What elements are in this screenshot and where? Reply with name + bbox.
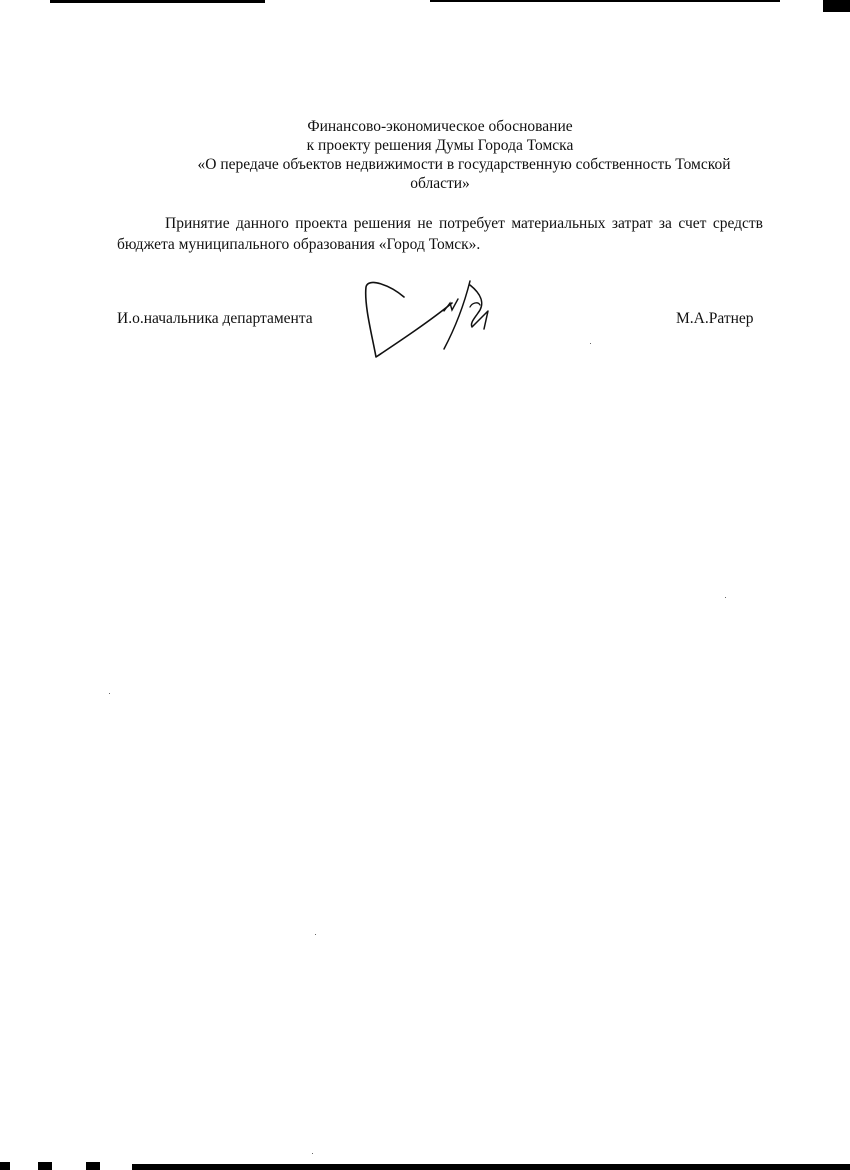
title-line-3: «О передаче объектов недвижимости в государственную собственность Томской bbox=[197, 156, 731, 173]
title-line-4: области» bbox=[410, 175, 470, 192]
title-line-1: Финансово-экономическое обоснование bbox=[307, 118, 573, 135]
scan-mark-bottom-3 bbox=[86, 1162, 100, 1170]
scan-speck bbox=[315, 934, 316, 935]
scan-speck bbox=[109, 693, 110, 694]
scan-edge-bottom bbox=[132, 1164, 850, 1170]
signatory-position: И.о.начальника департамента bbox=[117, 310, 313, 327]
body-paragraph: Принятие данного проекта решения не потребует материальных затрат за счет средств бюджета муниципального образования «Город Томск». bbox=[117, 215, 763, 253]
scan-speck bbox=[725, 597, 726, 598]
scan-mark-bottom-2 bbox=[38, 1162, 52, 1170]
scan-edge-top-left bbox=[50, 0, 265, 3]
title-line-2: к проекту решения Думы Города Томска bbox=[306, 137, 574, 154]
document-title bbox=[130, 117, 750, 193]
scan-edge-right-top bbox=[823, 0, 850, 12]
scan-speck bbox=[590, 343, 591, 344]
scan-edge-top-right bbox=[430, 0, 780, 2]
signatory-name: М.А.Ратнер bbox=[676, 310, 754, 327]
scan-speck bbox=[312, 1153, 313, 1154]
handwritten-signature bbox=[360, 275, 530, 365]
scan-mark-bottom-1 bbox=[0, 1162, 10, 1170]
